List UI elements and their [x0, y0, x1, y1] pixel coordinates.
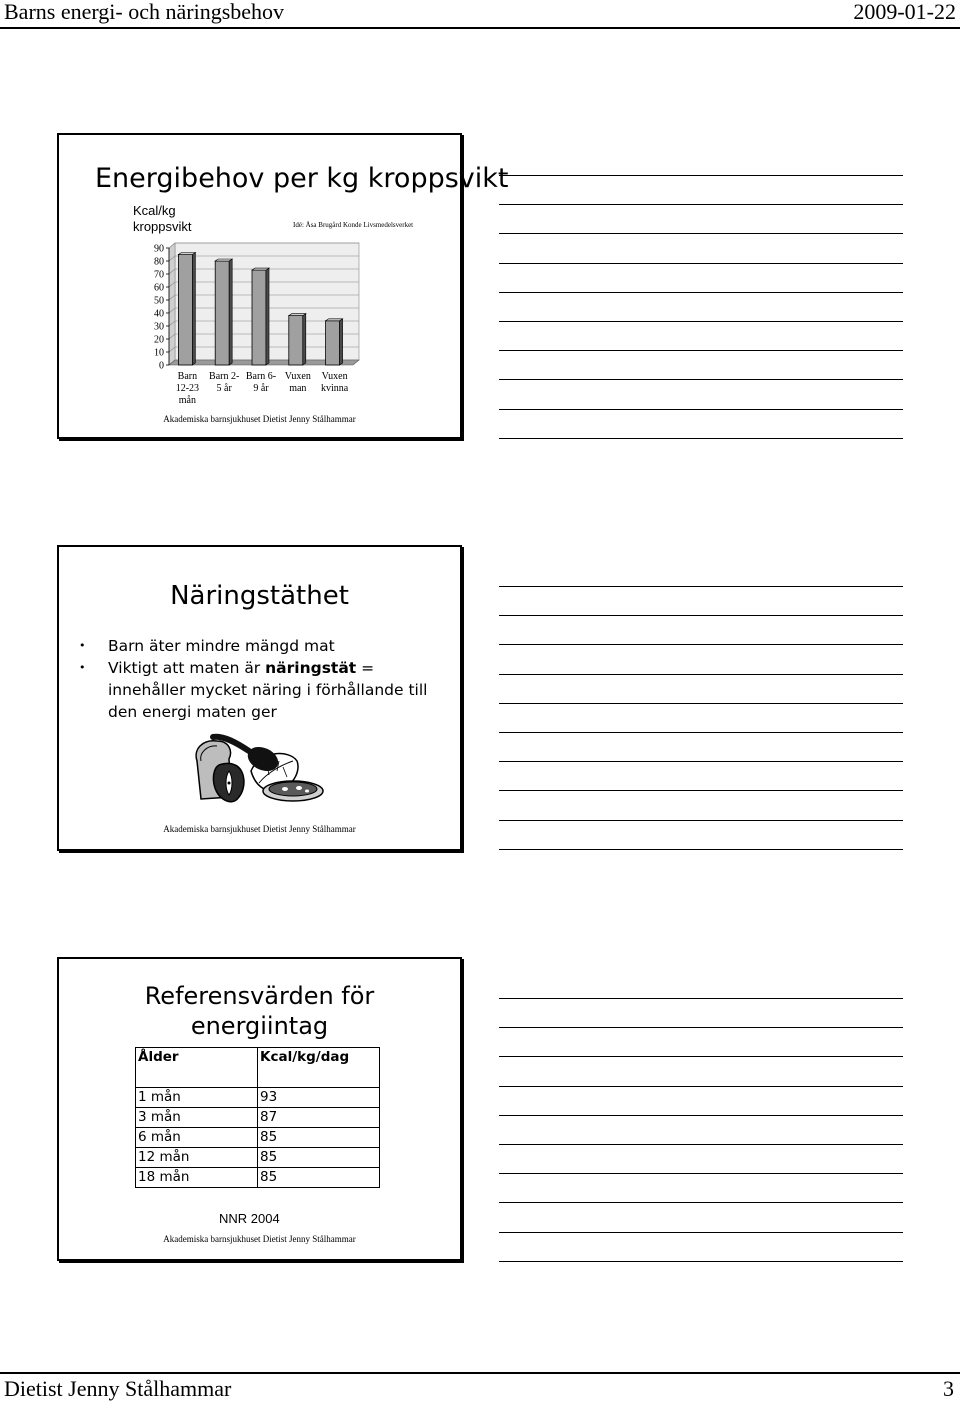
note-line [499, 615, 903, 616]
bar [178, 255, 192, 366]
y-tick-label: 70 [154, 269, 164, 281]
x-tick-label: kvinna [320, 383, 349, 394]
y-tick-label: 60 [154, 282, 164, 294]
x-tick-label: 9 år [253, 383, 269, 394]
emphasis-term: näringstät [265, 659, 357, 677]
table-cell: 18 mån [136, 1168, 258, 1188]
bar-side [266, 268, 269, 365]
note-line [499, 1261, 903, 1262]
chart-y-axis-label: Kcal/kg kroppsvikt [133, 203, 192, 234]
table-row [136, 1088, 380, 1108]
bar-top [252, 268, 269, 270]
document-date: 2009-01-22 [853, 0, 956, 24]
bar [326, 321, 340, 365]
bar-side [192, 253, 195, 366]
note-line [499, 1115, 903, 1116]
y-tick-label: 10 [154, 347, 164, 359]
page-header [0, 0, 960, 29]
note-line [499, 1027, 903, 1028]
note-line [499, 1202, 903, 1203]
table-cell: 85 [258, 1168, 380, 1188]
note-line [499, 849, 903, 850]
food-clipart-icon [189, 731, 327, 807]
note-line [499, 379, 903, 380]
y-tick-label: 90 [154, 243, 164, 255]
bar-side [229, 259, 232, 365]
bar [252, 270, 266, 365]
slide-reference-values [57, 957, 462, 1261]
note-line [499, 820, 903, 821]
note-line [499, 350, 903, 351]
x-tick-label: Barn 6- [245, 371, 277, 382]
page-number: 3 [943, 1376, 954, 1401]
note-line [499, 263, 903, 264]
table-cell: 6 mån [136, 1128, 258, 1148]
chart-side-wall [169, 243, 175, 365]
table-header-row [136, 1048, 380, 1088]
y-tick-label: 40 [154, 308, 164, 320]
table-cell: 85 [258, 1128, 380, 1148]
table-cell: 12 mån [136, 1148, 258, 1168]
y-tick-label: 20 [154, 334, 164, 346]
slide-title: Referensvärden för energiintag [144, 982, 375, 1040]
chart-source-note: Idé: Åsa Brugård Konde Livsmedelsverket [293, 221, 414, 229]
bullet-list [79, 635, 449, 723]
x-tick-label: 5 år [216, 383, 232, 394]
table-row [136, 1128, 380, 1148]
slide-footer: Akademiska barnsjukhuset Dietist Jenny Stålhammar [163, 414, 356, 424]
bar-chart [59, 135, 460, 437]
note-line [499, 204, 903, 205]
table-row [136, 1148, 380, 1168]
note-line [499, 175, 903, 176]
y-tick-label: 80 [154, 256, 164, 268]
bullet-icon: • [79, 661, 86, 674]
table-row [136, 1108, 380, 1128]
bar-top [289, 314, 306, 316]
note-line [499, 790, 903, 791]
note-line [499, 1173, 903, 1174]
table-source: NNR 2004 [219, 1211, 280, 1226]
x-tick-label: Barn 2- [209, 371, 240, 382]
bar-top [178, 253, 195, 255]
x-tick-label: Vuxen [321, 371, 348, 382]
note-line [499, 292, 903, 293]
x-tick-label: Barn [177, 371, 198, 382]
note-line [499, 761, 903, 762]
note-line [499, 674, 903, 675]
bar-top [215, 259, 232, 261]
table-cell: 3 mån [136, 1108, 258, 1128]
slide-footer: Akademiska barnsjukhuset Dietist Jenny Stålhammar [163, 824, 356, 834]
bar [215, 261, 229, 365]
column-header-kcal: Kcal/kg/dag [258, 1048, 380, 1088]
table-cell: 1 mån [136, 1088, 258, 1108]
note-line [499, 321, 903, 322]
table-cell: 85 [258, 1148, 380, 1168]
note-line [499, 1056, 903, 1057]
note-line [499, 586, 903, 587]
slide-title: Näringstäthet [170, 581, 349, 611]
footer-author: Dietist Jenny Stålhammar [4, 1376, 232, 1401]
reference-table [135, 1047, 380, 1188]
x-tick-label: mån [178, 395, 197, 406]
note-line [499, 233, 903, 234]
x-tick-label: 12-23 [175, 383, 200, 394]
y-tick-label: 0 [159, 360, 164, 372]
note-line [499, 703, 903, 704]
slide-nutrient-density [57, 545, 462, 851]
note-line [499, 732, 903, 733]
column-header-age: Ålder [136, 1048, 258, 1088]
page-footer [0, 1372, 960, 1401]
bullet-item: • Viktigt att maten är näringstät = innehåller mycket näring i förhållande till den energi maten ger [79, 659, 428, 721]
bar-top [326, 319, 343, 321]
table-row [136, 1168, 380, 1188]
bar-side [340, 319, 343, 365]
note-line [499, 438, 903, 439]
note-line [499, 644, 903, 645]
note-line [499, 409, 903, 410]
y-tick-label: 30 [154, 321, 164, 333]
slide-energy-per-kg [57, 133, 509, 439]
bullet-item: • Barn äter mindre mängd mat [79, 637, 335, 655]
table-cell: 93 [258, 1088, 380, 1108]
table-cell: 87 [258, 1108, 380, 1128]
slide-footer: Akademiska barnsjukhuset Dietist Jenny Stålhammar [163, 1234, 356, 1244]
bar [289, 316, 303, 365]
x-tick-label: Vuxen [284, 371, 311, 382]
note-line [499, 1086, 903, 1087]
document-title: Barns energi- och näringsbehov [4, 0, 285, 24]
x-tick-label: man [289, 383, 307, 394]
y-tick-label: 50 [154, 295, 164, 307]
bullet-icon: • [79, 639, 86, 652]
note-line [499, 1232, 903, 1233]
bar-side [303, 314, 306, 365]
slide-title: Energibehov per kg kroppsvikt [95, 163, 509, 194]
note-line [499, 998, 903, 999]
note-line [499, 1144, 903, 1145]
